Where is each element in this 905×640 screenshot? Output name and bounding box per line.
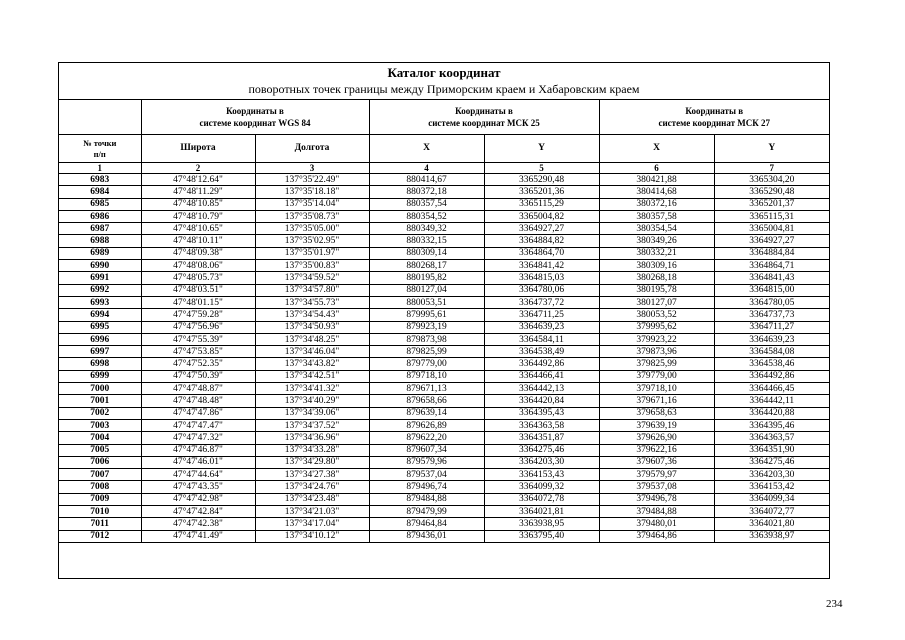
column-header: Y <box>484 135 599 163</box>
point-number-cell: 6993 <box>59 296 141 308</box>
latitude-cell: 47°48'11.29" <box>141 186 255 198</box>
msk25-y-cell: 3364884,82 <box>484 235 599 247</box>
msk25-y-cell: 3365290,48 <box>484 174 599 186</box>
longitude-cell: 137°34'27.38" <box>255 469 369 481</box>
latitude-cell: 47°48'10.79" <box>141 210 255 222</box>
group-header-wgs84 <box>141 100 369 135</box>
msk27-x-cell: 380127,07 <box>599 296 714 308</box>
msk27-x-cell: 380354,54 <box>599 223 714 235</box>
msk25-y-cell: 3364639,23 <box>484 321 599 333</box>
table-row <box>59 235 829 247</box>
table-row <box>59 530 829 542</box>
msk27-x-cell: 379718,10 <box>599 383 714 395</box>
msk25-y-cell: 3364351,87 <box>484 432 599 444</box>
msk27-y-cell: 3365304,20 <box>714 174 829 186</box>
table-row <box>59 395 829 407</box>
msk27-y-cell: 3364884,84 <box>714 247 829 259</box>
longitude-cell: 137°35'22.49" <box>255 174 369 186</box>
msk25-y-cell: 3364711,25 <box>484 309 599 321</box>
msk27-x-cell: 379873,96 <box>599 346 714 358</box>
msk25-x-cell: 880349,32 <box>369 223 484 235</box>
msk25-x-cell: 879923,19 <box>369 321 484 333</box>
point-number-cell: 6984 <box>59 186 141 198</box>
msk27-y-cell: 3364072,77 <box>714 506 829 518</box>
msk25-x-cell: 879479,99 <box>369 506 484 518</box>
msk27-y-cell: 3364492,86 <box>714 370 829 382</box>
msk25-y-cell: 3365004,82 <box>484 210 599 222</box>
msk27-y-cell: 3364639,23 <box>714 333 829 345</box>
msk25-y-cell: 3364395,43 <box>484 407 599 419</box>
latitude-cell: 47°47'48.87" <box>141 383 255 395</box>
table-row <box>59 407 829 419</box>
point-number-cell: 7006 <box>59 456 141 468</box>
msk25-y-cell: 3365201,36 <box>484 186 599 198</box>
longitude-cell: 137°34'55.73" <box>255 296 369 308</box>
latitude-cell: 47°47'48.48" <box>141 395 255 407</box>
point-number-cell: 7012 <box>59 530 141 542</box>
table-row <box>59 210 829 222</box>
point-number-cell: 6996 <box>59 333 141 345</box>
latitude-cell: 47°48'08.06" <box>141 260 255 272</box>
point-number-cell: 7000 <box>59 383 141 395</box>
msk25-y-cell: 3364780,06 <box>484 284 599 296</box>
latitude-cell: 47°47'41.49" <box>141 530 255 542</box>
point-number-cell: 6987 <box>59 223 141 235</box>
group-header-msk27 <box>599 100 829 135</box>
msk25-y-cell: 3364492,86 <box>484 358 599 370</box>
group-header-blank <box>59 100 141 135</box>
msk27-y-cell: 3364363,57 <box>714 432 829 444</box>
table-row <box>59 506 829 518</box>
table-row <box>59 272 829 284</box>
longitude-cell: 137°35'18.18" <box>255 186 369 198</box>
msk27-y-cell: 3364099,34 <box>714 493 829 505</box>
msk25-x-cell: 879496,74 <box>369 481 484 493</box>
msk27-y-cell: 3364815,00 <box>714 284 829 296</box>
column-header-row <box>59 135 829 163</box>
msk27-x-cell: 379607,36 <box>599 456 714 468</box>
column-header: X <box>599 135 714 163</box>
msk25-x-cell: 880357,54 <box>369 198 484 210</box>
msk25-x-cell: 879626,89 <box>369 419 484 431</box>
msk27-y-cell: 3364780,05 <box>714 296 829 308</box>
table-row <box>59 321 829 333</box>
msk25-x-cell: 879825,99 <box>369 346 484 358</box>
column-header: X <box>369 135 484 163</box>
latitude-cell: 47°47'42.84" <box>141 506 255 518</box>
point-number-cell: 6990 <box>59 260 141 272</box>
coordinates-table <box>59 100 829 543</box>
msk27-x-cell: 379639,19 <box>599 419 714 431</box>
msk27-x-cell: 379579,97 <box>599 469 714 481</box>
msk25-y-cell: 3364737,72 <box>484 296 599 308</box>
table-row <box>59 174 829 186</box>
point-number-cell: 7003 <box>59 419 141 431</box>
group-header-text: Координаты в системе координат МСК 25 <box>428 106 540 128</box>
longitude-cell: 137°34'54.43" <box>255 309 369 321</box>
msk27-y-cell: 3364466,45 <box>714 383 829 395</box>
longitude-cell: 137°35'05.00" <box>255 223 369 235</box>
msk25-y-cell: 3364021,81 <box>484 506 599 518</box>
longitude-cell: 137°35'08.73" <box>255 210 369 222</box>
latitude-cell: 47°48'05.73" <box>141 272 255 284</box>
column-header: Y <box>714 135 829 163</box>
point-number-cell: 6989 <box>59 247 141 259</box>
msk27-x-cell: 379537,08 <box>599 481 714 493</box>
longitude-cell: 137°34'10.12" <box>255 530 369 542</box>
msk25-y-cell: 3364927,27 <box>484 223 599 235</box>
msk27-y-cell: 3364203,30 <box>714 469 829 481</box>
msk25-x-cell: 879579,96 <box>369 456 484 468</box>
msk27-x-cell: 379923,22 <box>599 333 714 345</box>
msk25-y-cell: 3364584,11 <box>484 333 599 345</box>
longitude-cell: 137°34'40.29" <box>255 395 369 407</box>
latitude-cell: 47°47'43.35" <box>141 481 255 493</box>
longitude-cell: 137°34'37.52" <box>255 419 369 431</box>
point-number-cell: 6988 <box>59 235 141 247</box>
point-number-cell: 6998 <box>59 358 141 370</box>
msk25-x-cell: 880127,04 <box>369 284 484 296</box>
msk27-y-cell: 3364351,90 <box>714 444 829 456</box>
msk27-x-cell: 379626,90 <box>599 432 714 444</box>
latitude-cell: 47°47'42.38" <box>141 518 255 530</box>
msk27-x-cell: 380349,26 <box>599 235 714 247</box>
point-number-cell: 6983 <box>59 174 141 186</box>
point-number-cell: 7011 <box>59 518 141 530</box>
table-row <box>59 370 829 382</box>
table-row <box>59 198 829 210</box>
longitude-cell: 137°35'14.04" <box>255 198 369 210</box>
group-header-text: Координаты в системе координат WGS 84 <box>199 106 311 128</box>
msk27-y-cell: 3364584,08 <box>714 346 829 358</box>
point-number-cell: 7004 <box>59 432 141 444</box>
msk25-x-cell: 879484,88 <box>369 493 484 505</box>
msk25-x-cell: 879779,00 <box>369 358 484 370</box>
latitude-cell: 47°47'53.85" <box>141 346 255 358</box>
column-header: Долгота <box>255 135 369 163</box>
column-header: Широта <box>141 135 255 163</box>
point-number-cell: 7010 <box>59 506 141 518</box>
latitude-cell: 47°48'03.51" <box>141 284 255 296</box>
msk25-y-cell: 3363795,40 <box>484 530 599 542</box>
msk25-y-cell: 3365115,29 <box>484 198 599 210</box>
table-row <box>59 284 829 296</box>
column-number: 4 <box>369 163 484 174</box>
msk25-x-cell: 879995,61 <box>369 309 484 321</box>
point-number-cell: 7007 <box>59 469 141 481</box>
msk25-x-cell: 880414,67 <box>369 174 484 186</box>
msk25-x-cell: 880354,52 <box>369 210 484 222</box>
latitude-cell: 47°48'01.15" <box>141 296 255 308</box>
msk25-x-cell: 880195,82 <box>369 272 484 284</box>
latitude-cell: 47°47'59.28" <box>141 309 255 321</box>
msk27-y-cell: 3364420,88 <box>714 407 829 419</box>
table-row <box>59 419 829 431</box>
msk25-x-cell: 880268,17 <box>369 260 484 272</box>
msk27-x-cell: 380195,78 <box>599 284 714 296</box>
msk27-x-cell: 380414,68 <box>599 186 714 198</box>
msk27-x-cell: 379825,99 <box>599 358 714 370</box>
group-header-row <box>59 100 829 135</box>
point-number-cell: 6994 <box>59 309 141 321</box>
group-header-text: Координаты в системе координат МСК 27 <box>658 106 771 128</box>
point-number-cell: 6986 <box>59 210 141 222</box>
group-header-msk25 <box>369 100 599 135</box>
column-number-row <box>59 163 829 174</box>
table-row <box>59 247 829 259</box>
msk27-y-cell: 3365290,48 <box>714 186 829 198</box>
table-row <box>59 333 829 345</box>
msk27-y-cell: 3364153,42 <box>714 481 829 493</box>
latitude-cell: 47°48'12.64" <box>141 174 255 186</box>
msk27-x-cell: 380372,16 <box>599 198 714 210</box>
msk25-x-cell: 879873,98 <box>369 333 484 345</box>
column-header: № точки п/п <box>59 135 141 163</box>
msk27-x-cell: 379658,63 <box>599 407 714 419</box>
msk25-x-cell: 879607,34 <box>369 444 484 456</box>
latitude-cell: 47°47'52.35" <box>141 358 255 370</box>
point-number-cell: 7008 <box>59 481 141 493</box>
longitude-cell: 137°34'21.03" <box>255 506 369 518</box>
msk27-y-cell: 3365115,31 <box>714 210 829 222</box>
msk27-x-cell: 379995,62 <box>599 321 714 333</box>
coordinate-catalog <box>58 62 830 579</box>
msk27-x-cell: 379779,00 <box>599 370 714 382</box>
longitude-cell: 137°35'00.83" <box>255 260 369 272</box>
point-number-cell: 6997 <box>59 346 141 358</box>
table-row <box>59 493 829 505</box>
longitude-cell: 137°34'48.25" <box>255 333 369 345</box>
longitude-cell: 137°34'17.04" <box>255 518 369 530</box>
msk27-y-cell: 3364841,43 <box>714 272 829 284</box>
longitude-cell: 137°34'39.06" <box>255 407 369 419</box>
catalog-subtitle: поворотных точек границы между Приморским краем и Хабаровским краем <box>248 82 640 96</box>
msk25-y-cell: 3364466,41 <box>484 370 599 382</box>
latitude-cell: 47°48'10.65" <box>141 223 255 235</box>
msk27-y-cell: 3364021,80 <box>714 518 829 530</box>
point-number-cell: 7009 <box>59 493 141 505</box>
longitude-cell: 137°34'24.76" <box>255 481 369 493</box>
point-number-cell: 7001 <box>59 395 141 407</box>
msk25-x-cell: 879718,10 <box>369 370 484 382</box>
msk25-y-cell: 3363938,95 <box>484 518 599 530</box>
msk27-x-cell: 379496,78 <box>599 493 714 505</box>
point-number-cell: 6995 <box>59 321 141 333</box>
table-row <box>59 444 829 456</box>
longitude-cell: 137°34'43.82" <box>255 358 369 370</box>
point-number-cell: 7005 <box>59 444 141 456</box>
table-row <box>59 223 829 235</box>
page-number: 234 <box>826 598 843 610</box>
msk27-x-cell: 379464,86 <box>599 530 714 542</box>
msk25-x-cell: 879537,04 <box>369 469 484 481</box>
msk25-x-cell: 880053,51 <box>369 296 484 308</box>
table-row <box>59 432 829 444</box>
table-row <box>59 346 829 358</box>
latitude-cell: 47°47'50.39" <box>141 370 255 382</box>
point-number-cell: 6992 <box>59 284 141 296</box>
longitude-cell: 137°35'01.97" <box>255 247 369 259</box>
longitude-cell: 137°34'46.04" <box>255 346 369 358</box>
msk25-x-cell: 879622,20 <box>369 432 484 444</box>
catalog-title: Каталог координат <box>387 65 501 80</box>
msk25-x-cell: 880309,14 <box>369 247 484 259</box>
point-number-cell: 6999 <box>59 370 141 382</box>
column-number: 6 <box>599 163 714 174</box>
longitude-cell: 137°34'36.96" <box>255 432 369 444</box>
msk27-y-cell: 3364737,73 <box>714 309 829 321</box>
msk25-y-cell: 3364203,30 <box>484 456 599 468</box>
msk27-y-cell: 3364442,11 <box>714 395 829 407</box>
longitude-cell: 137°34'42.51" <box>255 370 369 382</box>
msk27-x-cell: 380357,58 <box>599 210 714 222</box>
column-number: 1 <box>59 163 141 174</box>
msk25-x-cell: 880332,15 <box>369 235 484 247</box>
msk27-x-cell: 379622,16 <box>599 444 714 456</box>
table-row <box>59 383 829 395</box>
msk27-x-cell: 379480,01 <box>599 518 714 530</box>
column-number: 2 <box>141 163 255 174</box>
column-number: 3 <box>255 163 369 174</box>
longitude-cell: 137°34'57.80" <box>255 284 369 296</box>
latitude-cell: 47°47'44.64" <box>141 469 255 481</box>
msk25-y-cell: 3364864,70 <box>484 247 599 259</box>
longitude-cell: 137°34'59.52" <box>255 272 369 284</box>
msk27-x-cell: 379671,16 <box>599 395 714 407</box>
msk25-x-cell: 879658,66 <box>369 395 484 407</box>
longitude-cell: 137°34'29.80" <box>255 456 369 468</box>
msk25-y-cell: 3364153,43 <box>484 469 599 481</box>
column-number: 5 <box>484 163 599 174</box>
point-number-cell: 6991 <box>59 272 141 284</box>
msk25-y-cell: 3364815,03 <box>484 272 599 284</box>
msk27-x-cell: 379484,88 <box>599 506 714 518</box>
msk25-x-cell: 879639,14 <box>369 407 484 419</box>
msk25-x-cell: 880372,18 <box>369 186 484 198</box>
table-row <box>59 309 829 321</box>
longitude-cell: 137°34'33.28" <box>255 444 369 456</box>
msk25-x-cell: 879671,13 <box>369 383 484 395</box>
latitude-cell: 47°47'47.47" <box>141 419 255 431</box>
table-row <box>59 186 829 198</box>
latitude-cell: 47°47'55.39" <box>141 333 255 345</box>
msk25-y-cell: 3364538,49 <box>484 346 599 358</box>
msk27-x-cell: 380421,88 <box>599 174 714 186</box>
table-row <box>59 456 829 468</box>
latitude-cell: 47°48'10.11" <box>141 235 255 247</box>
title-block <box>59 63 829 100</box>
msk27-x-cell: 380053,52 <box>599 309 714 321</box>
msk27-x-cell: 380268,18 <box>599 272 714 284</box>
msk25-y-cell: 3364275,46 <box>484 444 599 456</box>
msk25-x-cell: 879436,01 <box>369 530 484 542</box>
msk25-y-cell: 3364072,78 <box>484 493 599 505</box>
table-row <box>59 481 829 493</box>
table-row <box>59 518 829 530</box>
longitude-cell: 137°34'50.93" <box>255 321 369 333</box>
latitude-cell: 47°47'46.87" <box>141 444 255 456</box>
point-number-cell: 6985 <box>59 198 141 210</box>
msk27-y-cell: 3365201,37 <box>714 198 829 210</box>
longitude-cell: 137°34'23.48" <box>255 493 369 505</box>
latitude-cell: 47°47'56.96" <box>141 321 255 333</box>
table-row <box>59 469 829 481</box>
msk27-y-cell: 3364538,46 <box>714 358 829 370</box>
msk27-y-cell: 3364864,71 <box>714 260 829 272</box>
latitude-cell: 47°47'42.98" <box>141 493 255 505</box>
table-row <box>59 358 829 370</box>
msk25-y-cell: 3364442,13 <box>484 383 599 395</box>
msk25-y-cell: 3364363,58 <box>484 419 599 431</box>
latitude-cell: 47°47'47.32" <box>141 432 255 444</box>
msk27-x-cell: 380332,21 <box>599 247 714 259</box>
msk27-y-cell: 3365004,81 <box>714 223 829 235</box>
msk25-y-cell: 3364099,32 <box>484 481 599 493</box>
latitude-cell: 47°47'46.01" <box>141 456 255 468</box>
latitude-cell: 47°47'47.86" <box>141 407 255 419</box>
msk27-y-cell: 3364275,46 <box>714 456 829 468</box>
latitude-cell: 47°48'09.38" <box>141 247 255 259</box>
msk27-y-cell: 3364927,27 <box>714 235 829 247</box>
msk27-y-cell: 3364395,46 <box>714 419 829 431</box>
msk27-y-cell: 3363938,97 <box>714 530 829 542</box>
longitude-cell: 137°34'41.32" <box>255 383 369 395</box>
latitude-cell: 47°48'10.85" <box>141 198 255 210</box>
point-number-cell: 7002 <box>59 407 141 419</box>
msk27-y-cell: 3364711,27 <box>714 321 829 333</box>
msk25-y-cell: 3364841,42 <box>484 260 599 272</box>
msk25-y-cell: 3364420,84 <box>484 395 599 407</box>
table-row <box>59 260 829 272</box>
column-number: 7 <box>714 163 829 174</box>
msk27-x-cell: 380309,16 <box>599 260 714 272</box>
table-row <box>59 296 829 308</box>
msk25-x-cell: 879464,84 <box>369 518 484 530</box>
longitude-cell: 137°35'02.95" <box>255 235 369 247</box>
